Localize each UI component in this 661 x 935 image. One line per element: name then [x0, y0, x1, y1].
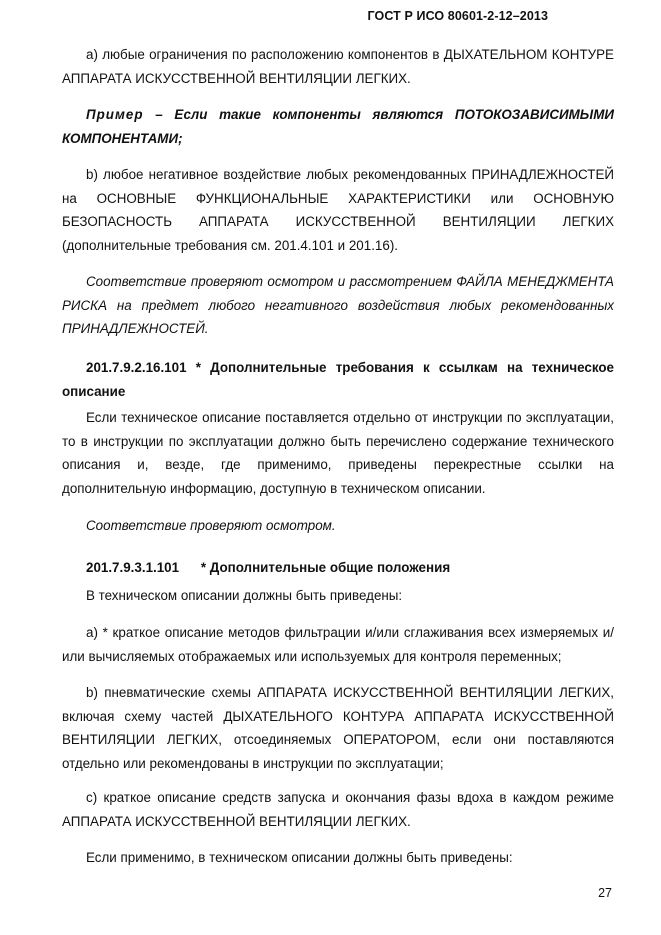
page-number: 27	[598, 886, 612, 900]
section-title: * Дополнительные общие положения	[200, 560, 451, 575]
compliance-note-inspection: Соответствие проверяют осмотром.	[86, 518, 336, 533]
example-text: – Если такие компоненты являются ПОТОКОЗАВИСИМЫМИ КОМПОНЕНТАМИ;	[62, 107, 614, 146]
paragraph-applicable-intro: Если применимо, в техническом описании должны быть приведены:	[86, 850, 513, 865]
paragraph-list-item-a: а) * краткое описание методов фильтрации и/или сглаживания всех измеряемых и/или вычисляемых отображаемых или используемых для контроля переменных;	[62, 625, 614, 664]
paragraph-item-b: b) любое негативное воздействие любых рекомендованных ПРИНАДЛЕЖНОСТЕЙ на ОСНОВНЫЕ ФУНКЦИОНАЛЬНЫЕ ХАРАКТЕРИСТИКИ или ОСНОВНУЮ БЕЗОПАСНОСТЬ АППАРАТА ИСКУССТВЕННОЙ ВЕНТИЛЯЦИИ ЛЕГКИХ (дополнительные требования см. 201.4.101 и 201.16).	[62, 167, 614, 253]
paragraph-list-item-b: b) пневматические схемы АППАРАТА ИСКУССТВЕННОЙ ВЕНТИЛЯЦИИ ЛЕГКИХ, включая схему частей ДЫХАТЕЛЬНОГО КОНТУРА АППАРАТА ИСКУССТВЕННОЙ ВЕНТИЛЯЦИИ ЛЕГКИХ, отсоединяемых ОПЕРАТОРОМ, если они поставляются отдельно или рекомендованы в инструкции по эксплуатации;	[62, 685, 614, 771]
section-number: 201.7.9.2.16.101	[86, 360, 187, 375]
document-header: ГОСТ Р ИСО 80601-2-12–2013	[367, 9, 548, 23]
section-number: 201.7.9.3.1.101	[86, 560, 180, 575]
paragraph-list-item-c: с) краткое описание средств запуска и окончания фазы вдоха в каждом режиме АППАРАТА ИСКУССТВЕННОЙ ВЕНТИЛЯЦИИ ЛЕГКИХ.	[62, 790, 614, 829]
section-heading-201-7-9-3-1-101	[62, 556, 614, 580]
paragraph-list-intro: В техническом описании должны быть приведены:	[86, 588, 403, 603]
section-title: * Дополнительные требования к ссылкам на техническое описание	[62, 360, 614, 399]
section-heading-201-7-9-2-16-101	[62, 356, 614, 403]
paragraph-technical-description: Если техническое описание поставляется отдельно от инструкции по эксплуатации, то в инструкции по эксплуатации должно быть перечислено содержание технического описания и, везде, где применимо, приведены перекрестные ссылки на дополнительную информацию, доступную в техническом описании.	[62, 410, 614, 496]
paragraph-item-a: а) любые ограничения по расположению компонентов в ДЫХАТЕЛЬНОМ КОНТУРЕ АППАРАТА ИСКУССТВЕННОЙ ВЕНТИЛЯЦИИ ЛЕГКИХ.	[62, 47, 614, 86]
example-label: Пример	[86, 107, 144, 122]
compliance-note-risk: Соответствие проверяют осмотром и рассмотрением ФАЙЛА МЕНЕДЖМЕНТА РИСКА на предмет любого негативного воздействия любых рекомендованных ПРИНАДЛЕЖНОСТЕЙ.	[62, 274, 614, 336]
example-note	[62, 103, 614, 150]
